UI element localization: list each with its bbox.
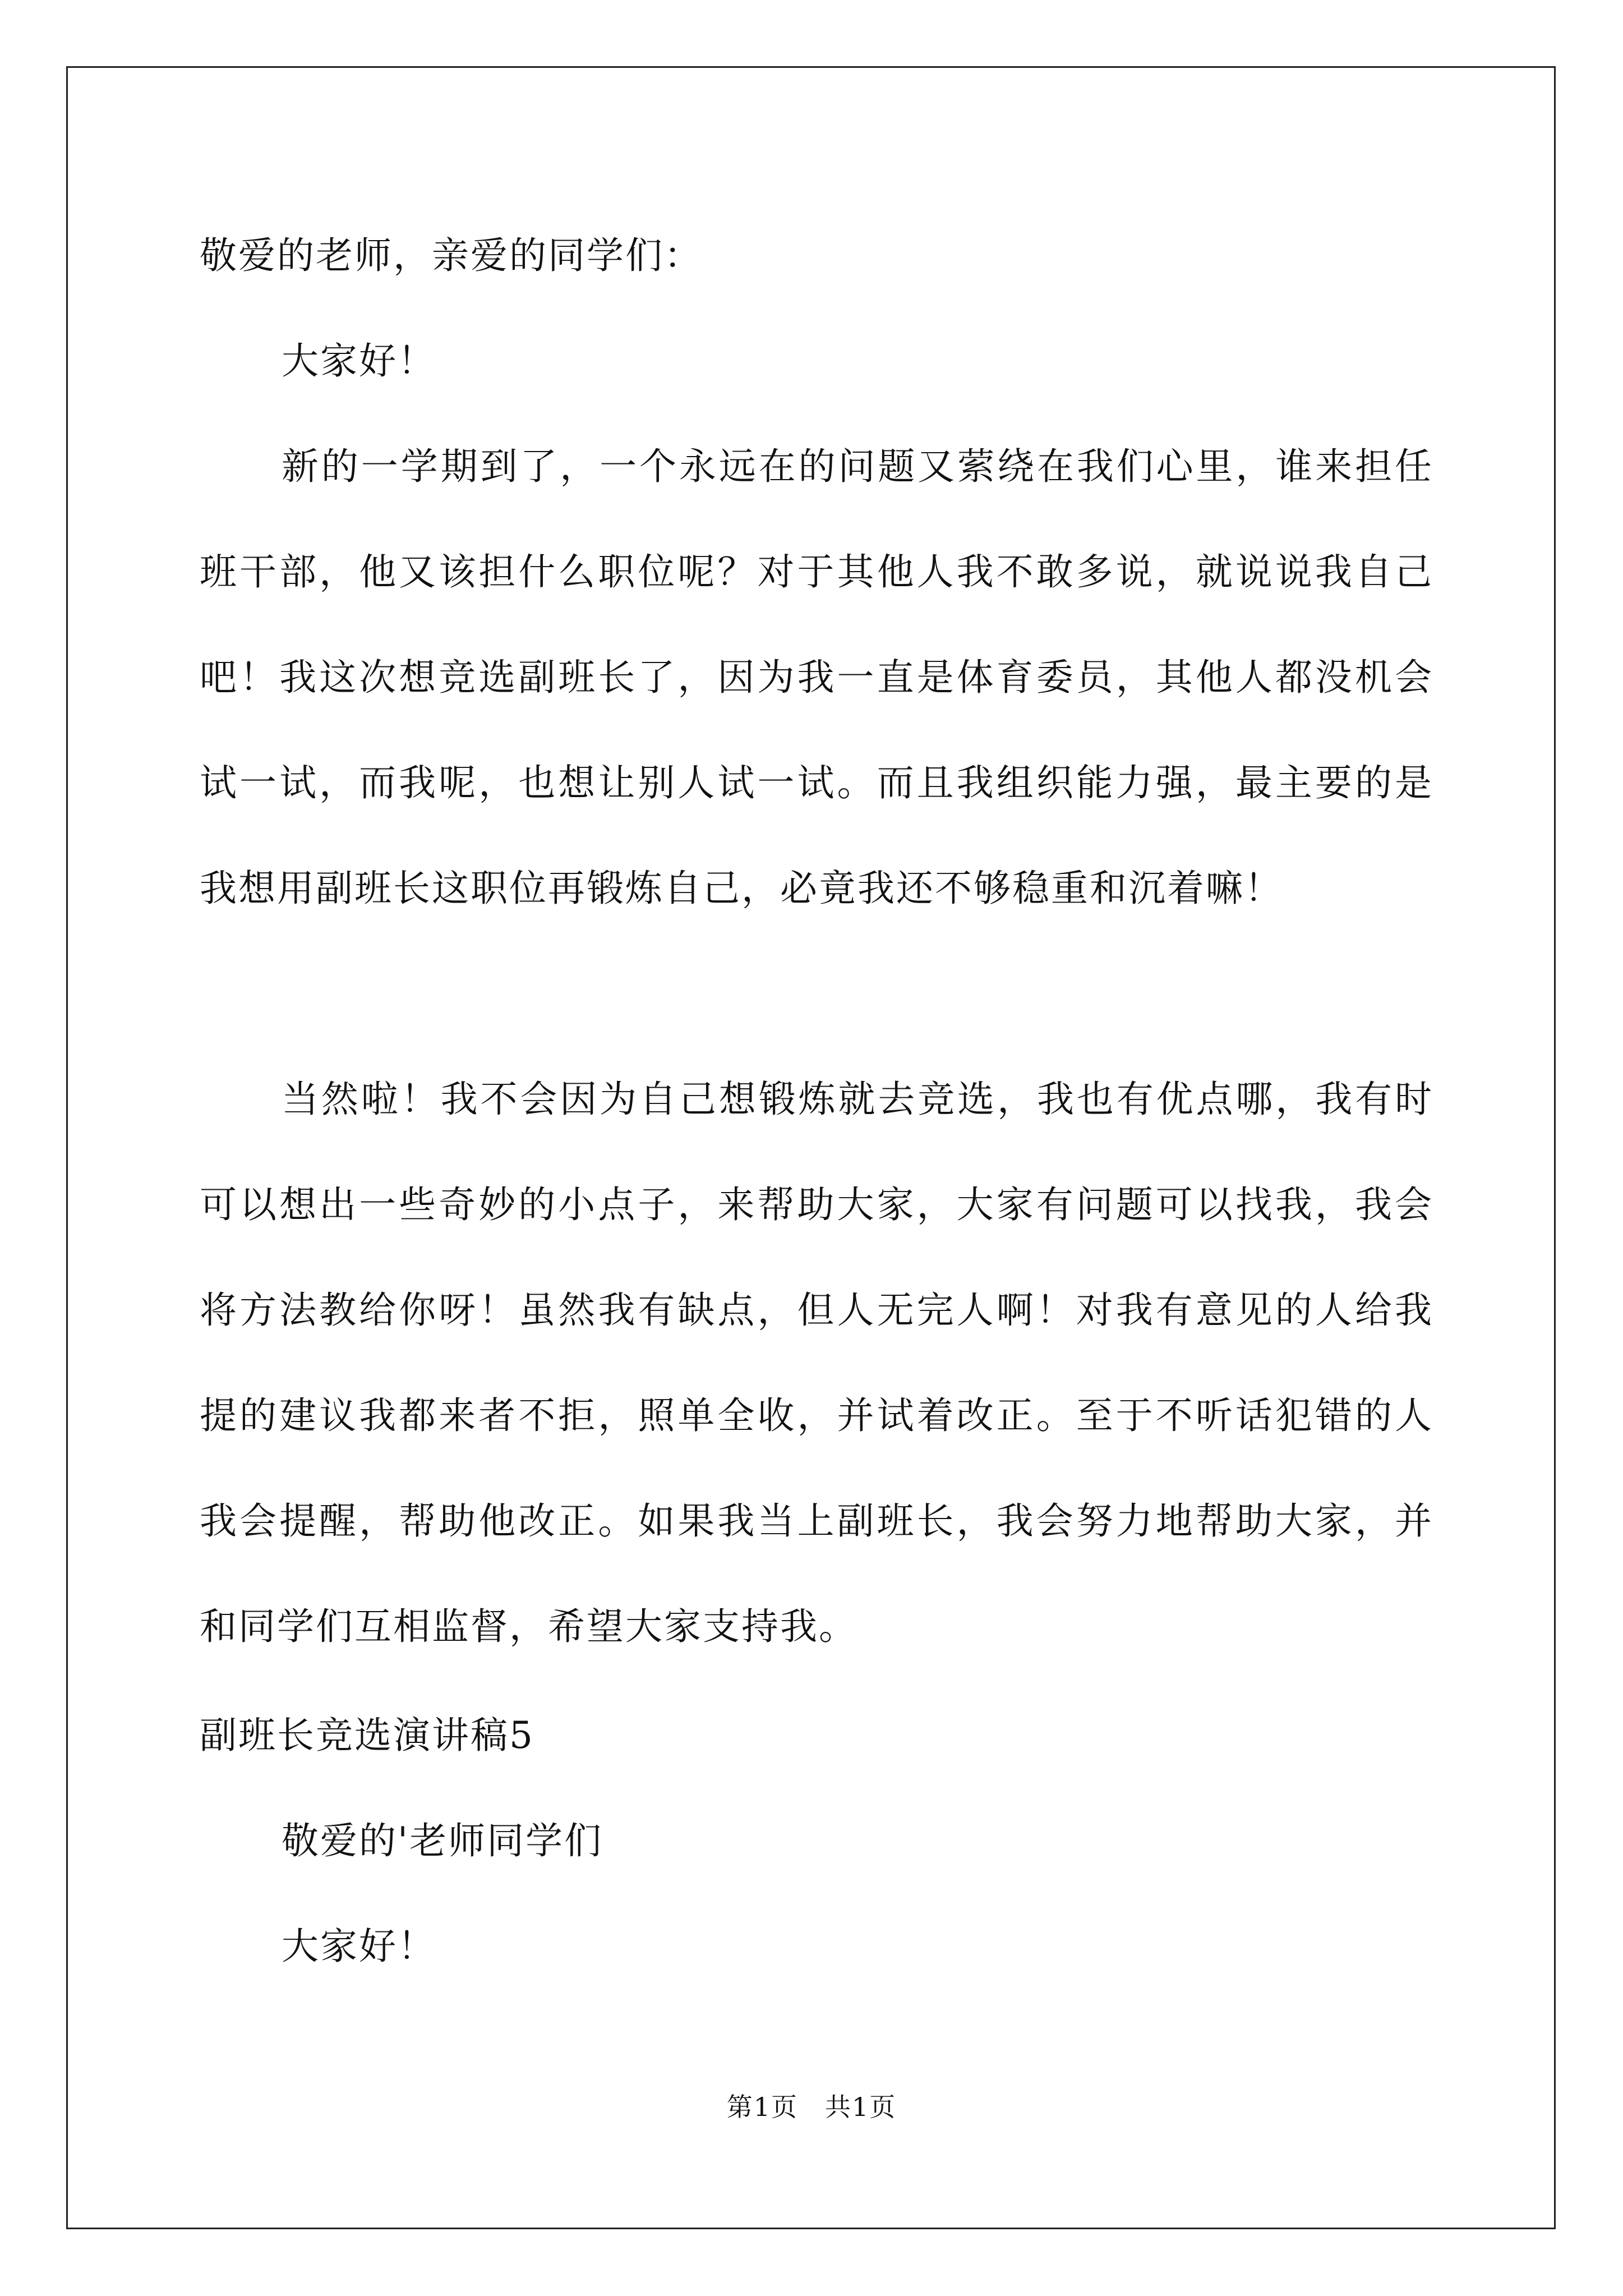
salutation-2: 敬爱的'老师同学们: [282, 1819, 603, 1862]
body-paragraph-2: 当然啦！我不会因为自己想锻炼就去竞选，我也有优点哪，我有时可以想出一些奇妙的小点子，来帮助大家，大家有问题可以找我，我会将方法教给你呀！虽然我有缺点，但人无完人啊！对我有意见的人给我提的建议我都来者不拒，照单全收，并试着改正。至于不听话犯错的人我会提醒，帮助他改正。如果我当上副班长，我会努力地帮助大家，并和同学们互相监督，希望大家支持我。: [200, 1078, 1433, 1648]
section-heading: 副班长竞选演讲稿5: [200, 1714, 534, 1757]
greeting: 大家好！: [282, 339, 436, 383]
greeting-2: 大家好！: [282, 1925, 436, 1968]
salutation: 敬爱的老师，亲爱的同学们：: [200, 234, 703, 277]
body-paragraph-1: 新的一学期到了，一个永远在的问题又萦绕在我们心里，谁来担任班干部，他又该担什么职位呢？对于其他人我不敢多说，就说说我自己吧！我这次想竞选副班长了，因为我一直是体育委员，其他人都没机会试一试，而我呢，也想让别人试一试。而且我组织能力强，最主要的是我想用副班长这职位再锻炼自己，必竟我还不够稳重和沉着嘛！: [200, 445, 1433, 910]
page-number-footer: 第1页 共1页: [726, 2092, 897, 2122]
